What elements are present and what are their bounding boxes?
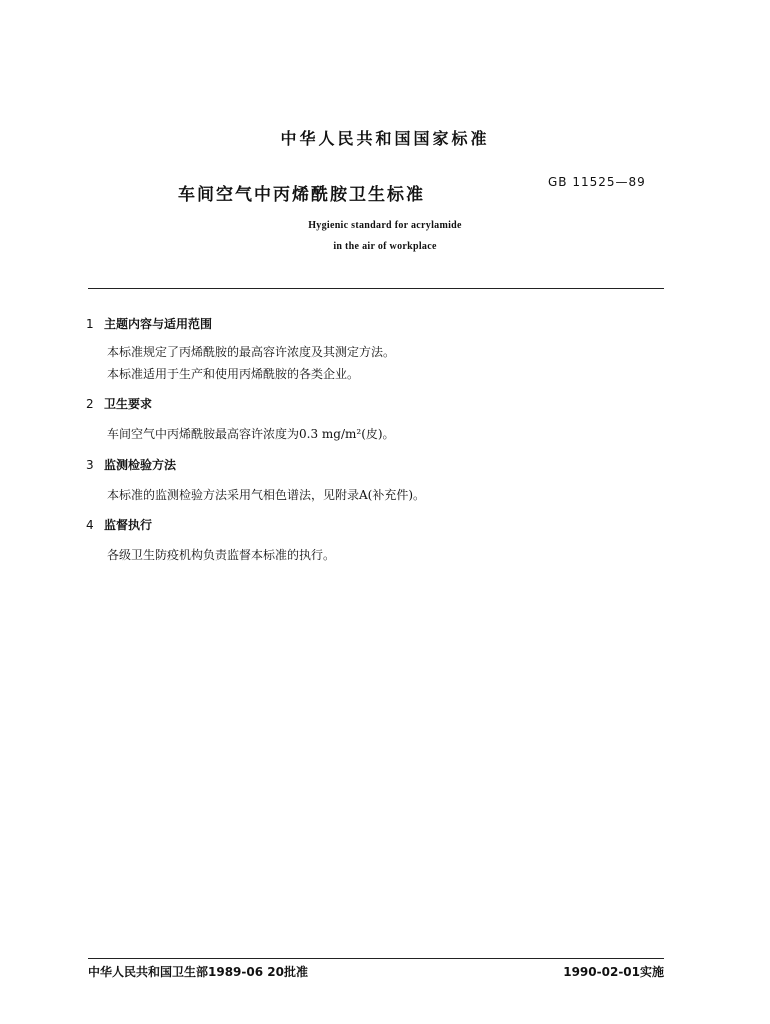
bottom-divider [88, 958, 664, 959]
section-3-paragraph-1: 本标准的监测检验方法采用气相色谱法，见附录A(补充件)。 [107, 488, 426, 502]
document-title: 车间空气中丙烯酰胺卫生标准 [178, 185, 425, 205]
implementation-date: 1990-02-01实施 [563, 965, 664, 979]
section-number: 2 [86, 397, 94, 411]
section-title: 卫生要求 [104, 397, 153, 411]
english-title-line1: Hygienic standard for acrylamide [308, 220, 462, 231]
standard-header: 中华人民共和国国家标准 [280, 129, 490, 148]
section-4-paragraph-1: 各级卫生防疫机构负责监督本标准的执行。 [107, 548, 336, 562]
section-1-paragraph-2: 本标准适用于生产和使用丙烯酰胺的各类企业。 [107, 367, 360, 381]
section-1-paragraph-1: 本标准规定了丙烯酰胺的最高容许浓度及其测定方法。 [107, 345, 396, 359]
section-3-heading [86, 456, 176, 473]
section-1-heading [86, 315, 212, 332]
section-number: 1 [86, 317, 94, 331]
section-title: 监测检验方法 [104, 458, 177, 472]
section-title: 监督执行 [104, 518, 153, 532]
section-2-heading [86, 395, 152, 412]
section-2-paragraph-1: 车间空气中丙烯酰胺最高容许浓度为0.3 mg/m²(皮)。 [107, 427, 395, 441]
section-number: 4 [86, 518, 94, 532]
approval-date: 中华人民共和国卫生部1989-06 20批准 [88, 965, 308, 979]
standard-code: GB 11525—89 [548, 175, 646, 189]
section-4-heading [86, 516, 152, 533]
section-number: 3 [86, 458, 94, 472]
section-title: 主题内容与适用范围 [104, 317, 213, 331]
top-divider [88, 288, 664, 289]
english-title-line2: in the air of workplace [333, 241, 437, 252]
